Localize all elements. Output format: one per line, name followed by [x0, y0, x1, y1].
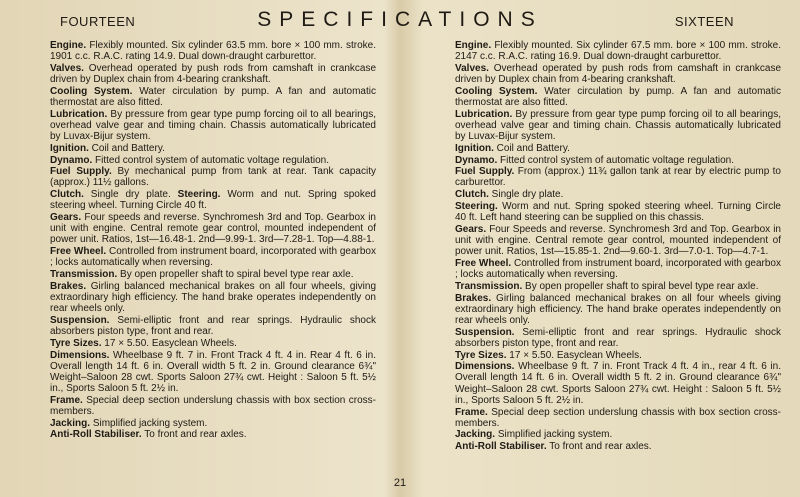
spec-term: Engine. [50, 40, 87, 51]
page-number: 21 [393, 477, 407, 489]
spec-entry [429, 109, 781, 142]
spec-entry [429, 224, 781, 257]
spec-entry [24, 281, 376, 314]
spec-description: Overhead operated by push rods from camshaft in crankcase driven by Duplex chain from 4-bearing crankshaft. [50, 62, 377, 86]
spec-entry [24, 350, 376, 395]
spec-entry [24, 395, 376, 417]
spec-term: Fuel Supply. [50, 166, 112, 178]
spec-term: Engine. [455, 40, 492, 51]
spec-description: Water circulation by pump. A fan and automatic thermostat are also fitted. [455, 85, 781, 108]
spec-entry [24, 166, 376, 188]
spec-description: Special deep section underslung chassis with box section cross-members. [455, 406, 781, 429]
spec-entry [429, 63, 781, 85]
spec-term: Tyre Sizes. [455, 349, 507, 361]
spec-entry [429, 166, 781, 188]
spec-entry [429, 143, 781, 154]
spec-entry [429, 293, 781, 326]
spec-entry [24, 63, 376, 85]
spec-description: 17 × 5.50. Easyclean Wheels. [509, 349, 642, 361]
spec-entry [429, 40, 781, 62]
spec-term: Tyre Sizes. [50, 337, 102, 349]
spec-entry [429, 155, 781, 166]
spec-entry [24, 109, 376, 142]
spec-description: Water circulation by pump. A fan and automatic thermostat are also fitted. [50, 85, 376, 108]
spec-description: Coil and Battery. [496, 142, 570, 154]
spec-entry [429, 86, 781, 108]
spec-entry [24, 40, 376, 62]
spec-term: Dimensions. [50, 349, 110, 361]
spec-entry [24, 418, 376, 429]
spec-description: Wheelbase 9 ft. 7 in. Front Track 4 ft. 4 in., rear 4 ft. 6 in. Overall length 14 ft. 6 in. Overall width 5 ft. 2 in. Ground clearance 6¾" Weight–Saloon 28 cwt. Sports Saloon 27¾ cwt. Height : Saloon 5 ft. 5½ in., Sports Saloon 5 ft. 2½ in. [455, 361, 781, 406]
spec-term: Transmission. [455, 280, 523, 292]
spec-description: Fitted control system of automatic voltage regulation. [500, 154, 735, 166]
spec-term: Anti-Roll Stabiliser. [50, 429, 142, 441]
spec-description: Wheelbase 9 ft. 7 in. Front Track 4 ft. 4 in. Rear 4 ft. 6 in. Overall length 14 ft. 6 in. Overall width 5 ft. 2 in. Ground clearance 6¾" Weight–Saloon 28 cwt. Sports Saloon 27¾ cwt. Height : Saloon 5 ft. 5½ in., Sports Saloon 5 ft. 2½ in. [50, 349, 376, 394]
spec-term: Frame. [50, 394, 83, 406]
spec-term: Jacking. [50, 417, 91, 429]
spec-description: To front and rear axles. [549, 441, 652, 453]
spec-term: Steering. [455, 200, 498, 212]
spec-description: Worm and nut. Spring spoked steering wheel. Turning Circle 40 ft. Left hand steering can be supplied on this chassis. [455, 200, 781, 224]
spec-term: Suspension. [50, 314, 110, 326]
spec-term: Frame. [455, 406, 488, 418]
spec-entry [429, 258, 781, 280]
spec-term: Ignition. [455, 142, 494, 154]
spec-term: Jacking. [455, 429, 496, 441]
spec-description: Worm and nut. Spring spoked steering wheel. Turning Circle 40 ft. [50, 189, 376, 212]
spec-entry [24, 315, 376, 337]
fourteen-spec-column [24, 40, 376, 441]
spec-description: Single dry plate. [90, 189, 171, 201]
spec-entry [429, 189, 781, 200]
spec-entry [429, 429, 781, 440]
spec-term: Gears. [50, 212, 82, 224]
spec-description: Special deep section underslung chassis with box section cross-members. [50, 394, 376, 417]
spec-description: By open propeller shaft to spiral bevel type rear axle. [525, 280, 759, 292]
spec-term: Lubrication. [50, 108, 108, 120]
spec-term: Anti-Roll Stabiliser. [455, 441, 547, 453]
sixteen-spec-column [429, 40, 781, 453]
spec-description: Coil and Battery. [91, 142, 165, 154]
spec-term: Fuel Supply. [455, 166, 515, 178]
spec-entry [24, 269, 376, 280]
spec-entry [24, 338, 376, 349]
spec-entry [24, 246, 376, 268]
spec-entry [429, 201, 781, 223]
spec-term: Clutch. [455, 189, 489, 201]
spec-description: By pressure from gear type pump forcing oil to all bearings, overhead valve gear and timing chain. Chassis automatically lubricated by Luvax-Bijur system. [50, 108, 377, 143]
spec-term: Valves. [455, 62, 489, 74]
spec-entry [24, 189, 376, 211]
header-left-model: FOURTEEN [60, 14, 136, 29]
spec-entry [24, 143, 376, 154]
spec-entry [24, 429, 376, 440]
spec-description: Semi-elliptic front and rear springs. Hydraulic shock absorbers piston type, front and rear. [455, 326, 781, 349]
spec-description: By mechanical pump from tank at rear. Tank capacity (approx.) 11½ gallons. [50, 166, 376, 189]
spec-description: Controlled from instrument board, incorporated with gearbox ; locks automatically when reversing. [50, 246, 376, 269]
spec-term: Gears. [455, 223, 487, 235]
spec-description: 17 × 5.50. Easyclean Wheels. [104, 337, 237, 349]
spec-entry [429, 281, 781, 292]
spec-term: Dynamo. [50, 154, 93, 166]
spec-description: Flexibly mounted. Six cylinder 63.5 mm. bore × 100 mm. stroke. 1901 c.c. R.A.C. rating 14.9. Dual down-draught carburettor. [50, 40, 376, 63]
spec-term: Brakes. [50, 280, 87, 292]
spec-entry [429, 361, 781, 406]
spec-term: Ignition. [50, 142, 89, 154]
spec-term: Suspension. [455, 326, 515, 338]
spec-description: Flexibly mounted. Six cylinder 67.5 mm. bore × 100 mm. stroke. 2147 c.c. R.A.C. rating 16.9. Dual down-draught carburettor. [455, 40, 781, 63]
page-title: SPECIFICATIONS [257, 8, 543, 31]
spec-term: Free Wheel. [50, 246, 107, 258]
spec-term: Free Wheel. [455, 257, 512, 269]
spec-description: Simplified jacking system. [92, 417, 208, 429]
spec-description: Semi-elliptic front and rear springs. Hydraulic shock absorbers piston type, front and rear. [50, 314, 376, 338]
spec-description: Four Speeds and reverse. Synchromesh 3rd and Top. Gearbox in unit with engine. Central remote gear control, mounted independent of power unit. Ratios, 1st—15.85-1. 2nd—9.60-1. 3rd—7.0-1. Top—4.7-1. [455, 223, 781, 258]
spec-description: Controlled from instrument board, incorporated with gearbox ; locks automatically when reversing. [455, 257, 781, 281]
spec-term: Transmission. [50, 269, 118, 281]
spec-description: By pressure from gear type pump forcing oil to all bearings, overhead valve gear and timing chain. Chassis automatically lubricated by Luvax-Bijur system. [455, 108, 782, 143]
spec-description: Girling balanced mechanical brakes on all four wheels giving extraordinary high efficiency. The hand brake operates independently on rear wheels only. [455, 292, 781, 326]
spec-term: Dimensions. [455, 361, 515, 373]
spec-description: Single dry plate. [491, 189, 564, 201]
spec-description: Girling balanced mechanical brakes on all four wheels, giving extraordinary high efficiency. The hand brake operates independently on rear wheels only. [50, 280, 377, 315]
spec-description: Four speeds and reverse. Synchromesh 3rd and Top. Gearbox in unit with engine. Central remote gear control, mounted independent of power unit. Ratios, 1st—16.48-1. 2nd—9.99-1. 3rd—7.28-1. Top—4.88-1. [50, 212, 376, 246]
spec-term: Cooling System. [50, 85, 133, 97]
spec-term: Cooling System. [455, 85, 538, 97]
spec-term: Dynamo. [455, 154, 498, 166]
spec-entry [24, 155, 376, 166]
spec-term: Clutch. [50, 189, 84, 201]
spec-columns [24, 40, 780, 470]
page-header [16, 8, 784, 34]
spec-description: Fitted control system of automatic voltage regulation. [95, 154, 330, 166]
spec-description: Overhead operated by push rods from camshaft in crankcase driven by Duplex chain from 4-bearing crankshaft. [455, 62, 782, 86]
spec-term: Lubrication. [455, 108, 513, 120]
spec-entry [429, 327, 781, 349]
spec-description: To front and rear axles. [144, 429, 247, 441]
spec-term: Steering. [177, 189, 221, 201]
spec-entry [429, 407, 781, 429]
spec-description: By open propeller shaft to spiral bevel type rear axle. [120, 269, 354, 281]
spec-entry [24, 86, 376, 108]
spec-description: From (approx.) 11¾ gallon tank at rear by electric pump to carburettor. [455, 166, 781, 189]
spec-term: Brakes. [455, 292, 492, 304]
spec-entry [429, 350, 781, 361]
spec-entry [24, 212, 376, 245]
spec-description: Simplified jacking system. [497, 429, 613, 441]
header-right-model: SIXTEEN [674, 14, 734, 29]
spec-entry [429, 441, 781, 452]
spec-term: Valves. [50, 62, 84, 74]
